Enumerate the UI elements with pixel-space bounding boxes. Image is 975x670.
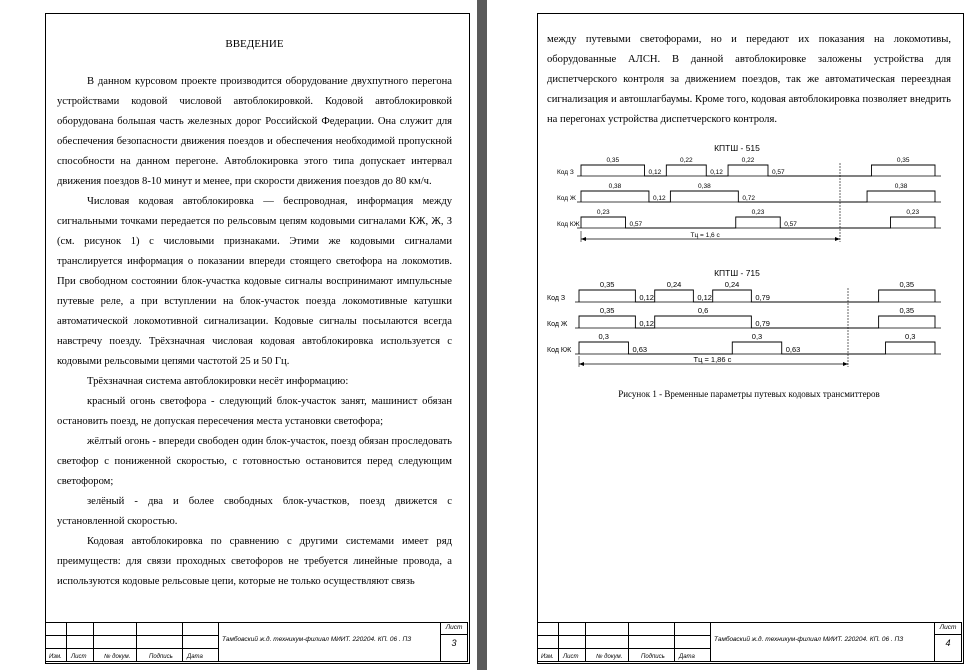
sheet-label: Лист <box>441 624 467 635</box>
sheet-label: Лист <box>935 624 961 635</box>
stamp-organization: Тамбовский ж.д. техникум-филиал МИИТ. 220204. КП. 06 . ПЗ <box>222 636 412 643</box>
figure-caption: Рисунок 1 - Временные параметры путевых кодовых трансмиттеров <box>618 389 880 399</box>
stamp-label: № докум. <box>596 654 623 660</box>
row-label: Код Ж <box>557 195 576 202</box>
segment-value-label: 0,35 <box>599 306 615 315</box>
section-heading: ВВЕДЕНИЕ <box>225 38 284 50</box>
page-body <box>547 30 951 130</box>
list-paragraph: красный огонь светофора - следующий блок-участок занят, машинист обязан остановить поезд, не допуская пересечения места установки светофора; <box>57 396 452 427</box>
title-stamp <box>537 622 962 662</box>
segment-value-label: 0,35 <box>606 157 620 164</box>
stamp-block <box>45 624 468 662</box>
paragraph: между путевыми светофорами, но и передают их показания на локомотивы, оборудованные АЛСН. В данной автоблокировке заложены устройства для диспетчерского контроля за движением поездов, так же автоматическая переездная сигнализация и автошлагбаумы. Кроме того, кодовая автоблокировка позволяет внедрить на перегонах устройства диспетчерского контроля. <box>547 34 951 125</box>
page-gap <box>477 0 487 670</box>
stamp-organization: Тамбовский ж.д. техникум-филиал МИИТ. 220204. КП. 06 . ПЗ <box>714 636 904 643</box>
row-label: Код Ж <box>547 321 568 328</box>
paragraph: Числовая кодовая автоблокировка — беспроводная, информация между сигнальными точками передается по рельсовым цепям кодовыми сигналами КЖ, Ж, З (см. рисунок 1) с числовыми признаками. Этими же кодовыми сигналами транслируется информация о показании впереди стоящего светофора на локомотив. При свободном состоянии блок-участка кодовые сигналы воспринимают импульсные путевые реле, а при вступлении на блок-участок поезда локомотивные катушки автоматической локомотивной сигнализации. Кодовые сигналы посылаются всегда навстречу поезду. Трёхзначная числовая кодовая автоблокировка используется с кодовыми рельсовыми цепями частотой 25 и 50 Гц. <box>57 196 452 367</box>
list-paragraph: жёлтый огонь - впереди свободен один блок-участок, поезд обязан проследовать светофор с пониженной скоростью, с готовностью остановится перед следующим светофором; <box>57 436 452 487</box>
paragraph: Кодовая автоблокировка по сравнению с другими системами имеет ряд преимуществ: для связи проходных светофоров не требуется линейные провода, а используются кодовые рельсовые цепи, которые не только осуществляют связь <box>57 536 452 587</box>
segment-value-label: 0,23 <box>906 209 920 216</box>
document-page-4 <box>487 0 975 670</box>
segment-value-label: 0,35 <box>899 280 915 289</box>
segment-value-label: 0,22 <box>679 157 693 164</box>
stamp-label: Подпись <box>641 654 665 660</box>
sheet-box <box>440 623 467 661</box>
signal-trace <box>581 191 935 202</box>
stamp-block <box>537 624 962 662</box>
page-body <box>57 34 452 592</box>
segment-value-label: 0,35 <box>899 306 915 315</box>
segment-value-label: 0,23 <box>751 209 765 216</box>
stamp-label: № докум. <box>104 654 131 660</box>
chart-title-515: КПТШ - 515 <box>714 143 760 153</box>
segment-value-label: 0,57 <box>629 221 643 228</box>
paragraph: Трёхзначная система автоблокировки несёт информацию: <box>87 376 349 387</box>
segment-value-label: 0,24 <box>724 280 740 289</box>
segment-value-label: 0,63 <box>785 345 801 354</box>
stamp-grid <box>46 623 218 661</box>
signal-trace <box>581 165 935 176</box>
segment-value-label: 0,3 <box>751 332 763 341</box>
segment-value-label: 0,12 <box>652 195 666 202</box>
segment-value-label: 0,79 <box>755 293 770 302</box>
timing-chart-515 <box>557 155 949 255</box>
cycle-label: Тц = 1,86 с <box>693 355 732 364</box>
title-stamp <box>45 622 468 662</box>
segment-value-label: 0,12 <box>710 169 723 176</box>
segment-value-label: 0,3 <box>905 332 916 341</box>
sheet-number: 3 <box>451 638 457 648</box>
stamp-label: Дата <box>187 654 203 660</box>
stamp-label: Подпись <box>149 654 173 660</box>
row-label: Код КЖ <box>557 221 580 228</box>
row-label: Код З <box>557 169 574 176</box>
stamp-label: Дата <box>679 654 695 660</box>
sheet-box <box>934 623 961 661</box>
segment-value-label: 0,12 <box>639 319 654 328</box>
stamp-label: Лист <box>563 654 579 660</box>
segment-value-label: 0,6 <box>697 306 709 315</box>
segment-value-label: 0,72 <box>742 195 755 202</box>
stamp-label: Лист <box>71 654 87 660</box>
row-label: Код З <box>547 295 566 302</box>
segment-value-label: 0,3 <box>598 332 609 341</box>
segment-value-label: 0,12 <box>639 293 654 302</box>
segment-value-label: 0,57 <box>771 169 785 176</box>
segment-value-label: 0,79 <box>755 319 770 328</box>
segment-value-label: 0,12 <box>697 293 712 302</box>
segment-value-label: 0,23 <box>596 209 610 216</box>
segment-value-label: 0,35 <box>896 157 910 164</box>
timing-chart-715 <box>547 280 947 382</box>
list-paragraph: зелёный - два и более свободных блок-участков, поезд движется с установленной скоростью. <box>57 496 452 527</box>
row-label: Код КЖ <box>547 347 572 354</box>
sheet-number: 4 <box>945 638 951 648</box>
document-page-3 <box>0 0 477 670</box>
paragraph: В данном курсовом проекте производится оборудование двухпутного перегона устройствами кодовой числовой автоблокировкой. Кодовой автоблокировкой оборудована большая часть железных дорог Российской Федерации. Она служит для обеспечения безопасности движения поездов и обеспечения необходимой пропускной способности на данном перегоне. Автоблокировка этого типа допускает интервал движения поездов 8-10 минут и менее, при скорости движения поездов до 80 км/ч. <box>57 76 452 187</box>
chart-title-715: КПТШ - 715 <box>714 268 760 278</box>
segment-value-label: 0,38 <box>894 183 908 190</box>
segment-value-label: 0,38 <box>698 183 711 190</box>
segment-value-label: 0,35 <box>599 280 615 289</box>
segment-value-label: 0,57 <box>784 221 797 228</box>
stamp-grid <box>538 623 710 661</box>
stamp-label: Изм. <box>541 654 554 660</box>
segment-value-label: 0,22 <box>741 157 755 164</box>
segment-value-label: 0,63 <box>632 345 648 354</box>
stamp-label: Изм. <box>49 654 62 660</box>
cycle-label: Тц = 1,6 с <box>690 232 720 239</box>
segment-value-label: 0,12 <box>648 169 662 176</box>
segment-value-label: 0,38 <box>608 183 622 190</box>
segment-value-label: 0,24 <box>666 280 682 289</box>
